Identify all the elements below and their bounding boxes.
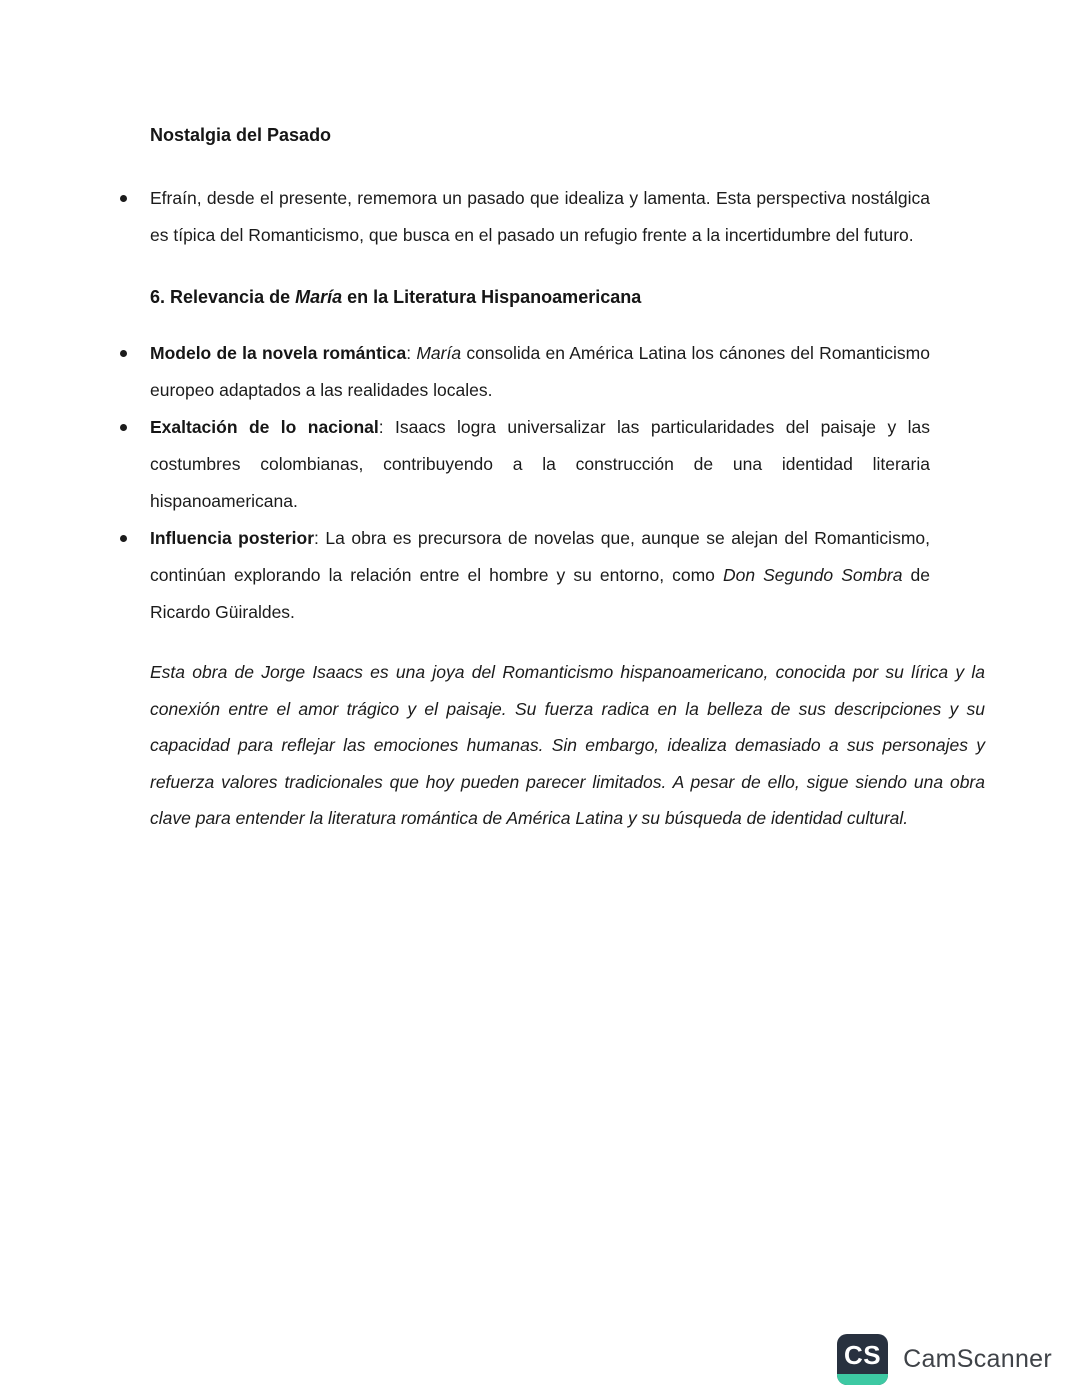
camscanner-logo-icon [837, 1334, 888, 1385]
section-heading-nostalgia [150, 122, 930, 148]
bullet-item-exaltacion [150, 409, 930, 520]
document-content [150, 122, 985, 837]
book-title-maria: María [416, 343, 462, 363]
book-title-maria: María [295, 287, 343, 307]
bullet-dot-icon [120, 195, 127, 202]
bullet-item-influencia [150, 520, 930, 631]
bullet-dot-icon [120, 535, 127, 542]
camscanner-watermark [837, 1334, 1052, 1385]
section-heading-nostalgia-text: Nostalgia del Pasado [150, 125, 332, 145]
camscanner-logo-accent-strip [837, 1374, 888, 1385]
bullet-list-relevancia [150, 335, 930, 631]
bullet-text: consolida en América Latina los cánones del Romanticismo europeo adaptados a las realidades locales. [150, 343, 930, 400]
bullet-item-nostalgia [150, 180, 930, 254]
bullet-dot-icon [120, 350, 127, 357]
bullet-lead-bold: Exaltación de lo nacional [150, 417, 379, 437]
section-heading-relevancia [150, 284, 930, 310]
bullet-text: Efraín, desde el presente, rememora un pasado que idealiza y lamenta. Esta perspectiva nostálgica es típica del Romanticismo, que busca en el pasado un refugio frente a la incertidumbre del futuro. [150, 188, 930, 245]
bullet-lead-bold: Modelo de la novela romántica [150, 343, 407, 363]
bullet-separator: : [406, 343, 417, 363]
bullet-list-nostalgia [150, 180, 930, 254]
heading-text-post: en la Literatura Hispanoamericana [342, 287, 642, 307]
bullet-item-modelo [150, 335, 930, 409]
bullet-text: : La obra es precursora de novelas que, aunque se alejan del Romanticismo, continúan explorando la relación entre el hombre y su entorno, como [150, 528, 930, 585]
bullet-dot-icon [120, 424, 127, 431]
bullet-lead-bold: Influencia posterior [150, 528, 315, 548]
camscanner-logo-text: CS [844, 1339, 882, 1370]
heading-text-pre: 6. Relevancia de [150, 287, 296, 307]
bullet-text: : Isaacs logra universalizar las particularidades del paisaje y las costumbres colombianas, contribuyendo a la construcción de una identidad literaria hispanoamericana. [150, 417, 930, 511]
bullet-text: de Ricardo Güiraldes. [150, 565, 931, 622]
book-title-don-segundo-sombra: Don Segundo Sombra [722, 565, 903, 585]
closing-commentary-paragraph: Esta obra de Jorge Isaacs es una joya del Romanticismo hispanoamericano, conocida por su lírica y la conexión entre el amor trágico y el paisaje. Su fuerza radica en la belleza de sus descripciones y su capacidad para reflejar las emociones humanas. Sin embargo, idealiza demasiado a sus personajes y refuerza valores tradicionales que hoy pueden parecer limitados. A pesar de ello, sigue siendo una obra clave para entender la literatura romántica de América Latina y su búsqueda de identidad cultural. [150, 662, 985, 828]
camscanner-brand-name: CamScanner [903, 1345, 1052, 1373]
